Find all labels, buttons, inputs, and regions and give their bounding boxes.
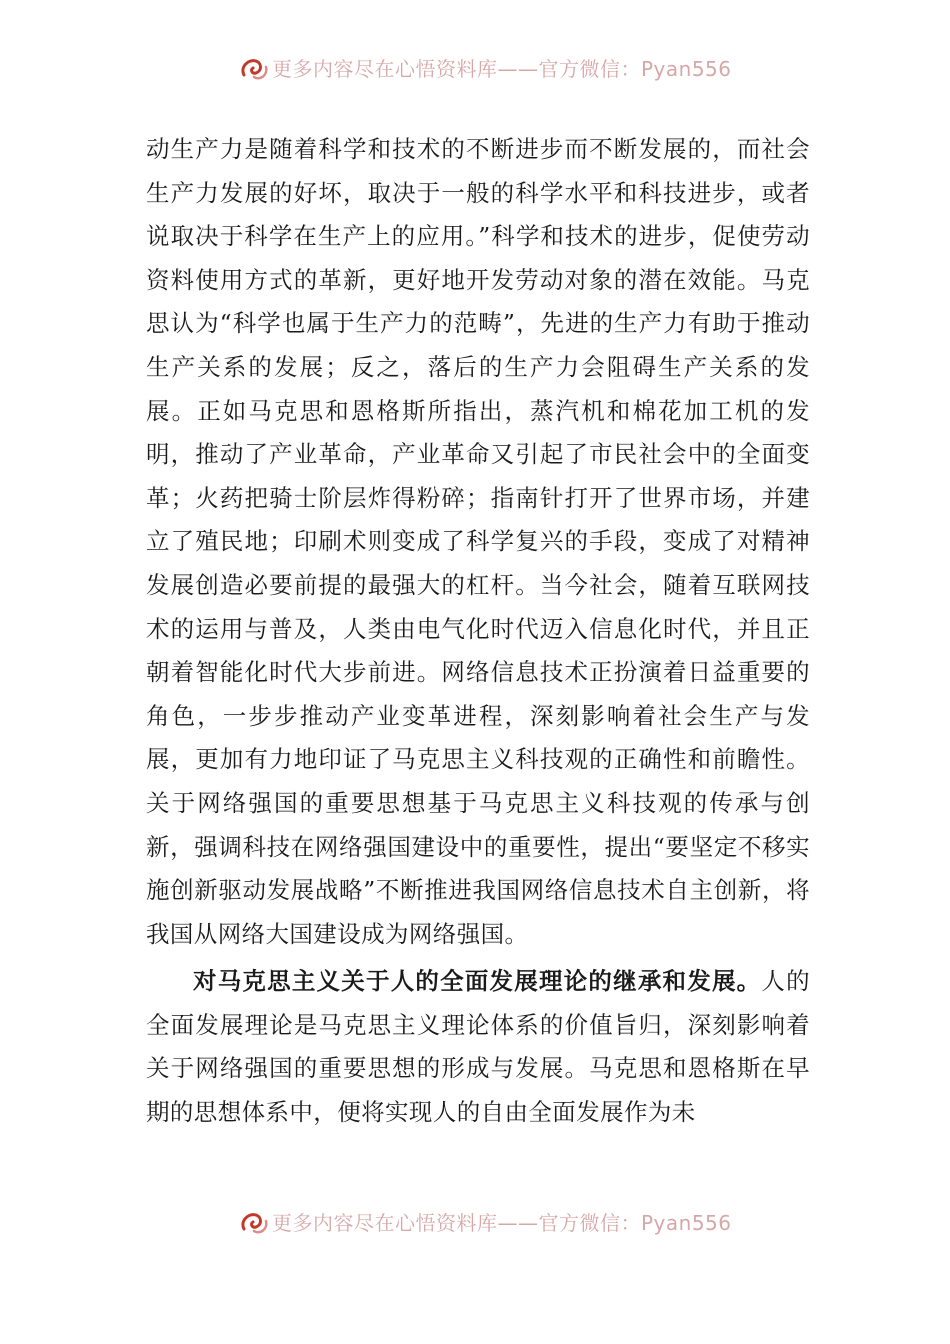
paragraph-2-text: 人的全面发展理论是马克思主义理论体系的价值旨归，深刻影响着关于网络强国的重要思想的形成与发展。马克思和恩格斯在早期的思想体系中，便将实现人的自由全面发展作为未	[146, 967, 810, 1127]
footer-watermark-banner	[0, 1206, 950, 1240]
header-watermark-banner	[0, 52, 950, 86]
brand-logo-icon	[238, 1209, 270, 1237]
body-paragraph-1: 动生产力是随着科学和技术的不断进步而不断发展的，而社会生产力发展的好坏，取决于一般的科学水平和科技进步，或者说取决于科学在生产上的应用。”科学和技术的进步，促使劳动资料使用方式的革新，更好地开发劳动对象的潜在效能。马克思认为“科学也属于生产力的范畴”，先进的生产力有助于推动生产关系的发展；反之，落后的生产力会阻碍生产关系的发展。正如马克思和恩格斯所指出，蒸汽机和棉花加工机的发明，推动了产业革命，产业革命又引起了市民社会中的全面变革；火药把骑士阶层炸得粉碎；指南针打开了世界市场，并建立了殖民地；印刷术则变成了科学复兴的手段，变成了对精神发展创造必要前提的最强大的杠杆。当今社会，随着互联网技术的运用与普及，人类由电气化时代迈入信息化时代，并且正朝着智能化时代大步前进。网络信息技术正扮演着日益重要的角色，一步步推动产业变革进程，深刻影响着社会生产与发展，更加有力地印证了马克思主义科技观的正确性和前瞻性。关于网络强国的重要思想基于马克思主义科技观的传承与创新，强调科技在网络强国建设中的重要性，提出“要坚定不移实施创新驱动发展战略”不断推进我国网络信息技术自主创新，将我国从网络大国建设成为网络强国。	[146, 135, 810, 948]
paragraph-2-bold-lead: 对马克思主义关于人的全面发展理论的继承和发展。	[193, 967, 762, 996]
body-paragraph-2	[146, 960, 810, 1134]
brand-logo-icon	[238, 55, 270, 83]
header-watermark-text: 更多内容尽在心悟资料库——官方微信：Pyan556	[272, 57, 732, 81]
document-body	[146, 128, 810, 1135]
footer-watermark-text: 更多内容尽在心悟资料库——官方微信：Pyan556	[272, 1211, 732, 1235]
